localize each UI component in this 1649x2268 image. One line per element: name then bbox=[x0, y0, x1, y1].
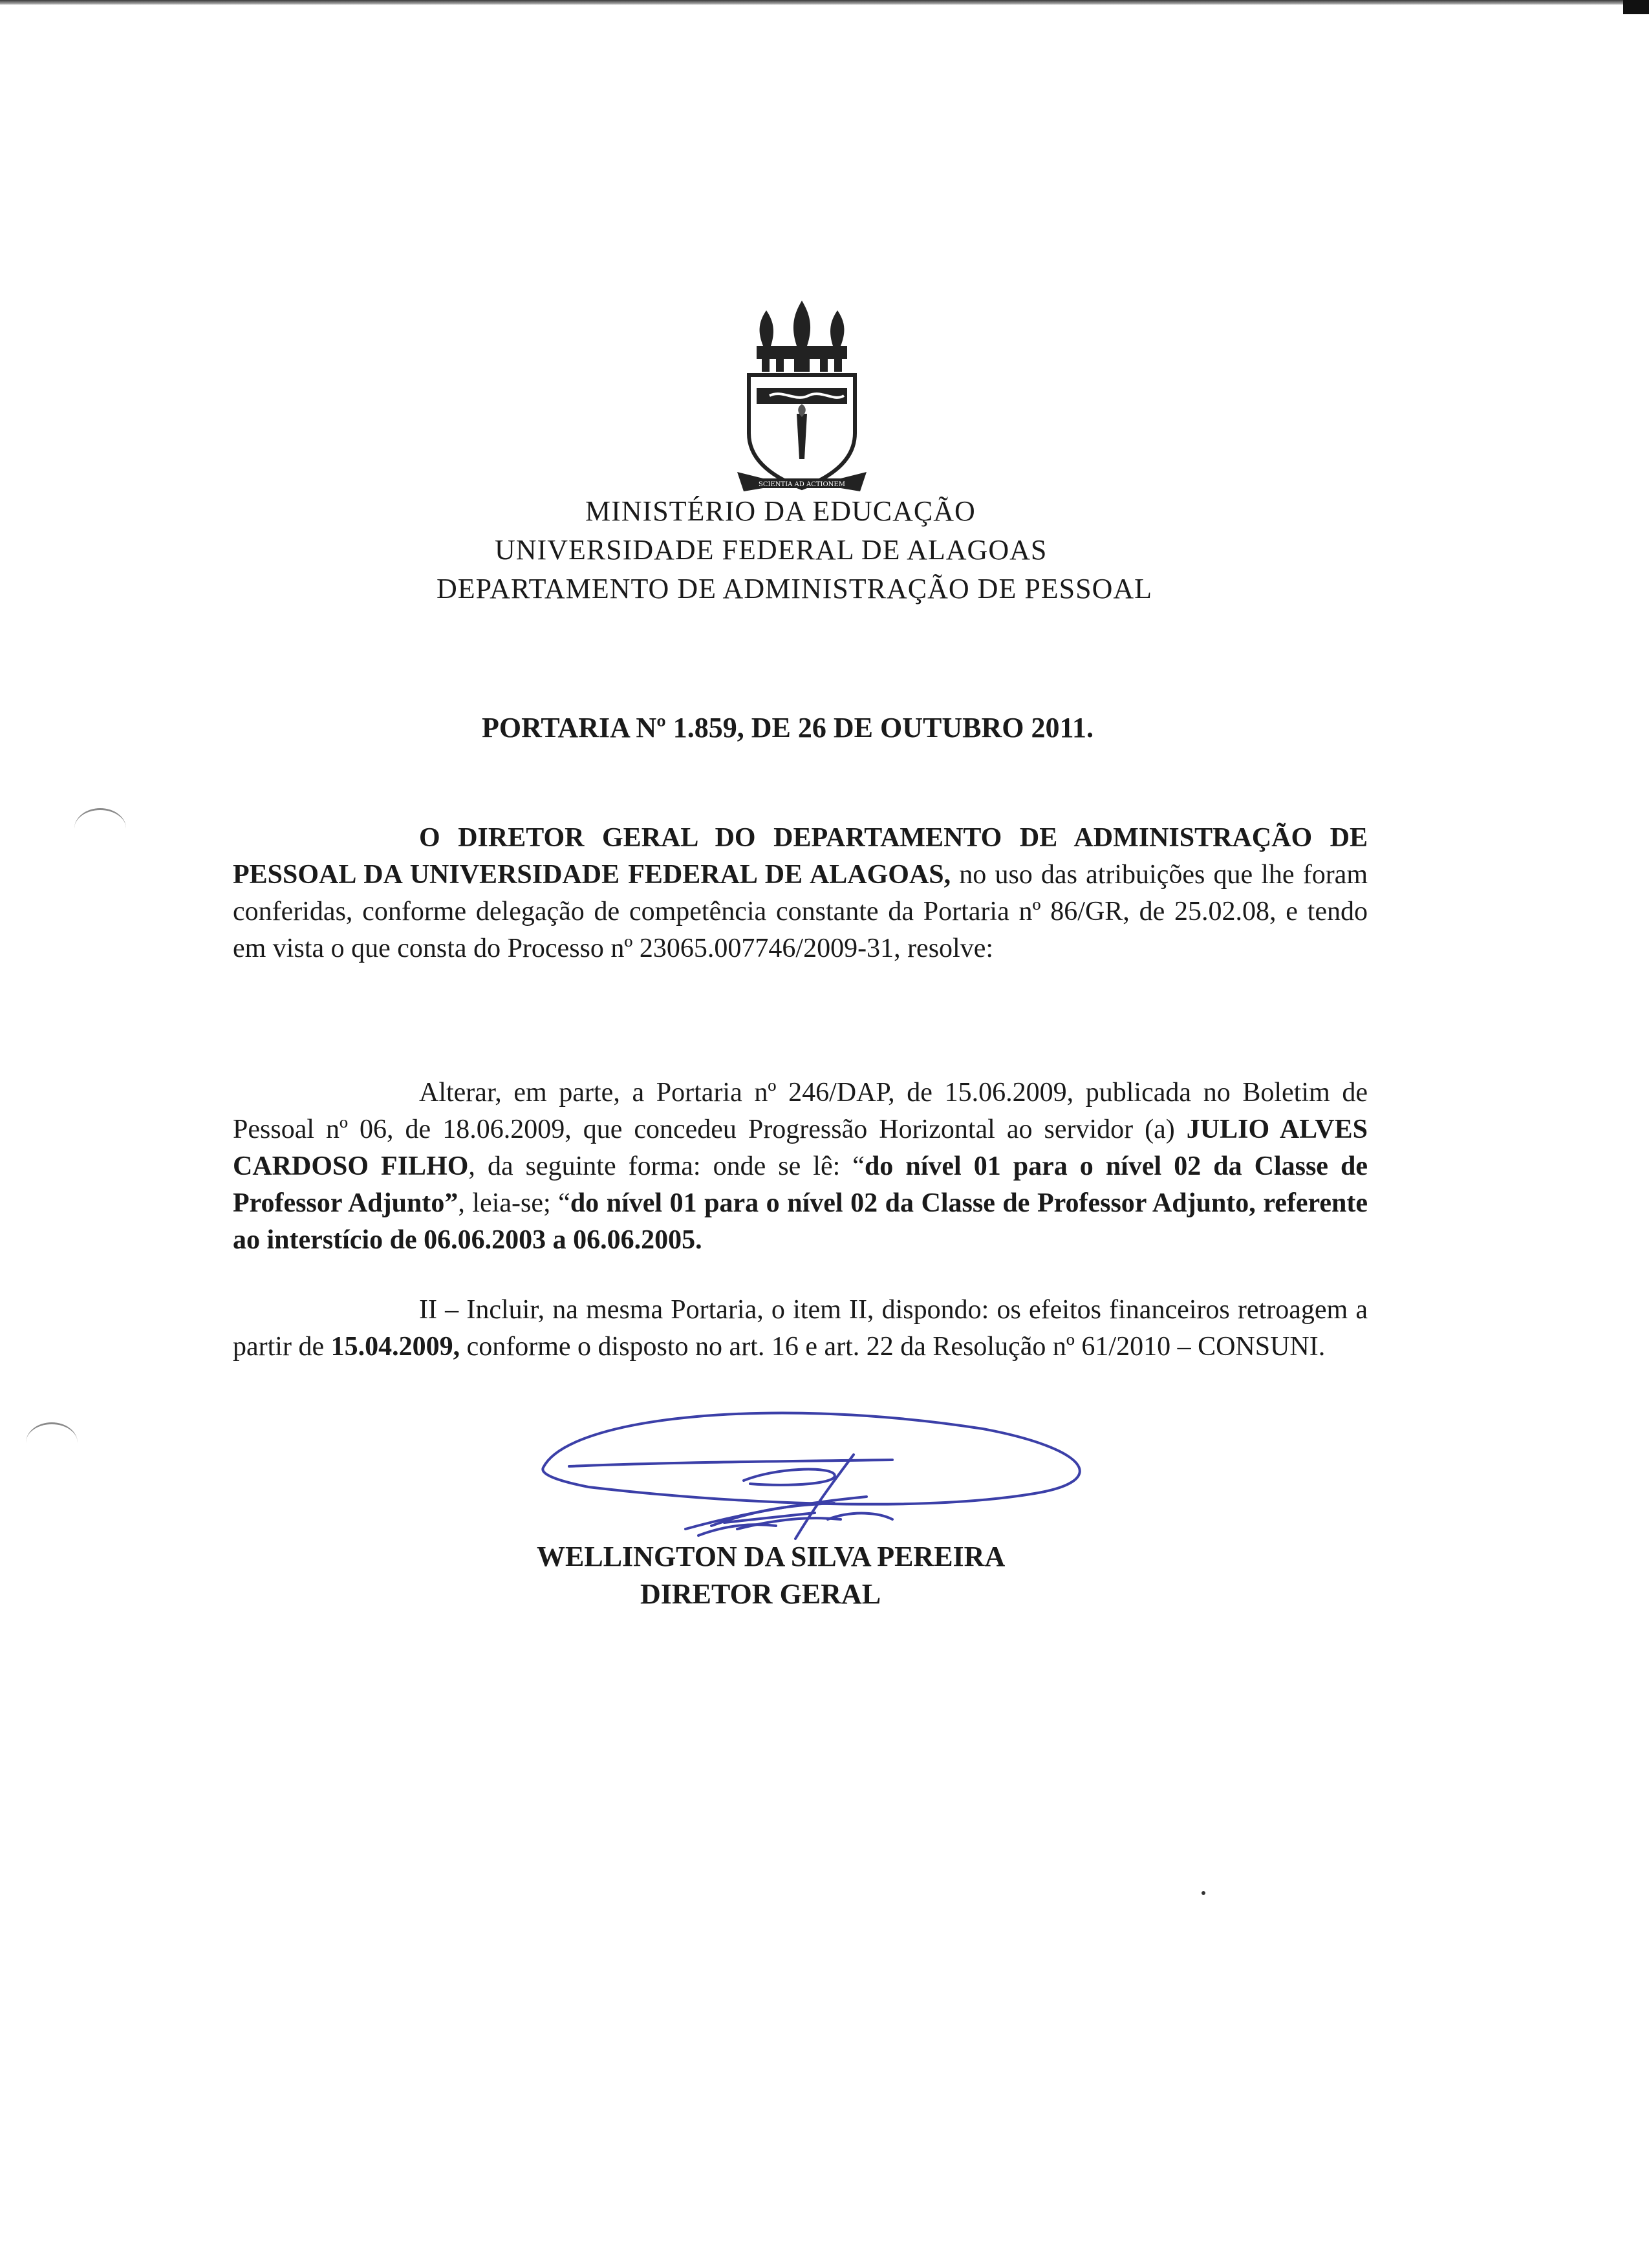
paragraph-article-ii bbox=[233, 1292, 1368, 1365]
scan-top-edge bbox=[0, 0, 1649, 5]
article-i-bold-corrected: do nível 01 para o nível 02 da Classe de Professor Adjunto, referente ao interstício de 06.06.2003 a 06.06.2005. bbox=[233, 1188, 1368, 1255]
article-ii-text-2: conforme o disposto no art. 16 e art. 22 da Resolução nº 61/2010 – CONSUNI. bbox=[460, 1332, 1326, 1362]
paragraph-article-i bbox=[233, 1075, 1368, 1259]
signatory-name: WELLINGTON DA SILVA PEREIRA bbox=[537, 1541, 1006, 1572]
servant-name: JULIO ALVES CARDOSO FILHO bbox=[233, 1115, 1368, 1181]
punch-hole-mark-upper bbox=[74, 808, 126, 849]
article-ii-text-1: II – Incluir, na mesma Portaria, o item II, dispondo: os efeitos financeiros retroagem a partir de bbox=[233, 1295, 1368, 1362]
article-i-text-1: Alterar, em parte, a Portaria nº 246/DAP, de 15.06.2009, publicada no Boletim de Pessoal nº 06, de 18.06.2009, que concedeu Progressão Horizontal ao servidor (a) bbox=[233, 1078, 1368, 1144]
handwritten-signature bbox=[530, 1390, 1099, 1545]
document-title: PORTARIA Nº 1.859, DE 26 DE OUTUBRO 2011. bbox=[482, 712, 1094, 744]
article-i-text-3: , leia-se; “ bbox=[458, 1188, 570, 1218]
header-department: DEPARTAMENTO DE ADMINISTRAÇÃO DE PESSOAL bbox=[436, 573, 1153, 604]
header-ministry: MINISTÉRIO DA EDUCAÇÃO bbox=[585, 495, 976, 527]
article-i-bold-original: do nível 01 para o nível 02 da Classe de Professor Adjunto” bbox=[233, 1151, 1368, 1218]
paragraph-preamble bbox=[233, 820, 1368, 967]
signatory-role: DIRETOR GERAL bbox=[640, 1578, 881, 1610]
header-university: UNIVERSIDADE FEDERAL DE ALAGOAS bbox=[495, 534, 1048, 566]
university-crest-logo bbox=[737, 284, 867, 498]
punch-hole-mark-lower bbox=[26, 1422, 78, 1463]
scan-corner-mark bbox=[1623, 0, 1649, 14]
article-i-text-2: , da seguinte forma: onde se lê: “ bbox=[468, 1151, 865, 1181]
crest-motto-text: SCIENTIA AD ACTIONEM bbox=[759, 481, 845, 488]
preamble-text: no uso das atribuições que lhe foram conferidas, conforme delegação de competência constante da Portaria nº 86/GR, de 25.02.08, e tendo em vista o que consta do Processo nº 23065.007746/2009-31, resolve: bbox=[233, 860, 1368, 963]
preamble-bold-lead: O DIRETOR GERAL DO DEPARTAMENTO DE ADMINISTRAÇÃO DE PESSOAL DA UNIVERSIDADE FEDERAL DE ALAGOAS, bbox=[233, 823, 1368, 890]
scan-speck bbox=[1202, 1891, 1205, 1895]
article-ii-date: 15.04.2009, bbox=[330, 1332, 460, 1362]
